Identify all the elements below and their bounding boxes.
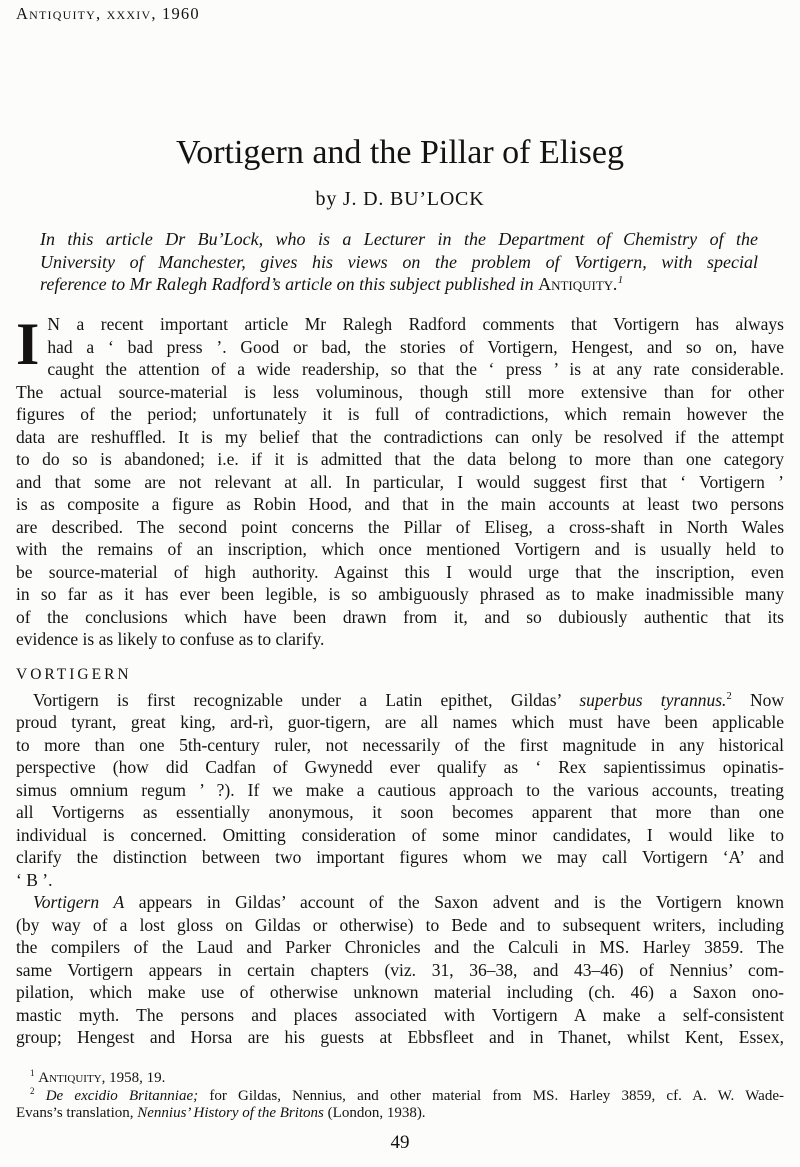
- opening-paragraph-lines: N a recent important article Mr Ralegh Radford comments that Vortigern has always had a ‘ bad press ’. Good or bad, the stories of Vortigern, Hengest, and so on, have caught the attention of a wide readership, so that the ‘ press ’ is at any rate considerable. The actual source-material is less voluminous, though still more extensive than for other figures of the period; unfortunately it is full of contradictions, which remain however the data are reshuffled. It is my belief that the contradictions can only be resolved if the attempt to do so is abandoned; i.e. if it is admitted that the data belong to more than one category and that some are not relevant at all. In particular, I would suggest first that ‘ Vortigern ’ is as composite a figure as Robin Hood, and that in the main accounts at least two persons are described. The second point concerns the Pillar of Eliseg, a cross-shaft in North Wales with the remains of an inscription, which once mentioned Vortigern and is usually held to be source-material of high authority. Against this I would urge that the inscription, even in so far as it has ever been legible, is so ambiguously phrased as to make inadmissible many of the conclusions which have been drawn from it, and so dubiously authentic that its evidence is as likely to confuse as to clarify.: [16, 314, 784, 649]
- vortigern-paragraph: Vortigern is first recognizable under a Latin epithet, Gildas’ superbus tyrannus.$^2$ Now proud tyrant, great king, ard-rì, guor-tigern, are all names which must have been applicable to more than one 5th-century ruler, not necessarily of the first magnitude in any historical perspective (how did Cadfan of Gwynedd ever qualify as ‘ Rex sapientissimus opinatis- simus omnium regum ’ ?). If we make a cautious approach to the various accounts, treating all Vortigerns as essentially anonymous, it soon becomes apparent that more than one individual is concerned. Omitting consideration of some minor candidates, I would like to clarify the distinction between two important figures whom we may call Vortigern ‘A’ and ‘ B ’.: [16, 689, 784, 890]
- section-heading-vortigern: VORTIGERN: [16, 665, 132, 683]
- editorial-intro-paragraph: In this article Dr Bu’Lock, who is a Lecturer in the Department of Chemistry of the University of Manchester, gives his views on the problem of Vortigern, with special reference to Mr Ralegh Radford’s article on this subject published in Antiquity.$^1$: [40, 229, 758, 294]
- author-byline: by J. D. BU’LOCK: [315, 188, 485, 210]
- drop-cap-initial: I: [16, 311, 40, 377]
- page-number: 49: [390, 1131, 410, 1153]
- footnote-2: $^2$ De excidio Britanniae; for Gildas, Nennius, and other material from MS. Harley 3859, cf. A. W. Wade- Evans’s translation, Nennius’ History of the Britons (London, 1938).: [16, 1085, 784, 1121]
- journal-volume-line: Antiquity, xxxiv, 1960: [16, 4, 200, 23]
- article-title: Vortigern and the Pillar of Eliseg: [176, 134, 624, 171]
- vortigern-a-paragraph: Vortigern A appears in Gildas’ account of the Saxon advent and is the Vortigern known (by way of a lost gloss on Gildas or otherwise) to Bede and to subsequent writers, including the compilers of the Laud and Parker Chronicles and the Calculi in MS. Harley 3859. The same Vortigern appears in certain chapters (viz. 31, 36–38, and 43–46) of Nennius’ com- pilation, which make use of otherwise unknown material including (ch. 46) a Saxon ono- mastic myth. The persons and places associated with Vortigern A make a self-consistent group; Hengest and Horsa are his guests at Ebbsfleet and in Thanet, whilst Kent, Essex,: [16, 892, 784, 1047]
- footnotes: [16, 1070, 784, 1123]
- footnote-1: $^1$ Antiquity, 1958, 19.: [30, 1068, 166, 1086]
- opening-paragraph: [16, 313, 784, 651]
